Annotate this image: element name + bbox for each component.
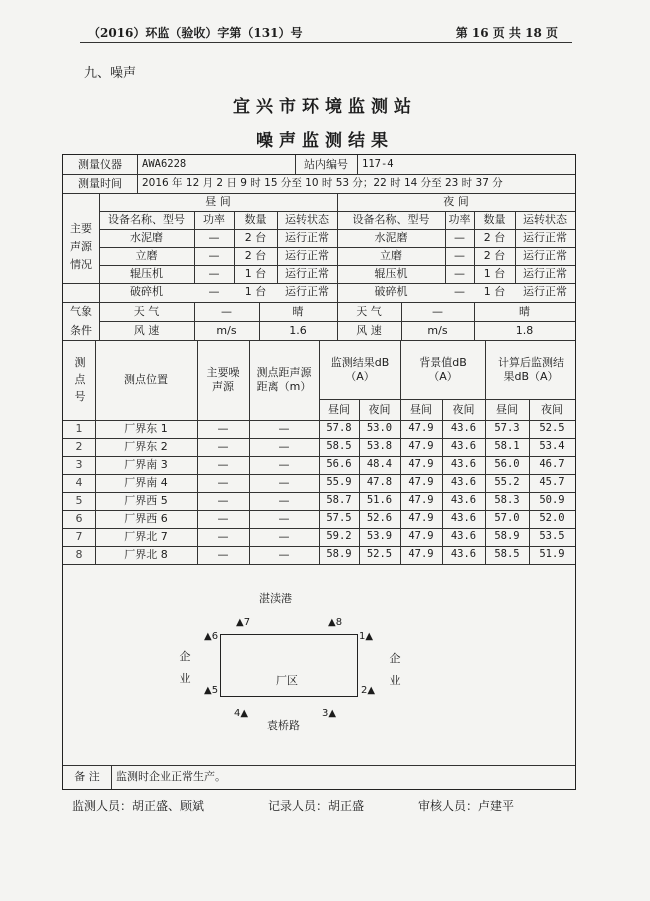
row-bd-cell: 47.9 [408,458,434,471]
sources-night-label: 夜 间 [443,195,469,209]
row-cn-cell: 51.9 [539,548,565,561]
remarks-text: 监测时企业正常生产。 [116,770,226,784]
row-md-cell: 59.2 [326,530,352,543]
row-no-cell: 1 [75,422,83,436]
monitor-night-header: 夜间 [368,402,391,416]
weather-day-name: 风 速 [133,323,160,337]
row-src-cell: — [217,512,229,526]
row-cd-cell: 58.5 [494,548,520,561]
calculated-header: 计算后监测结果dB（A） [498,355,564,383]
station-label: 站内编号 [304,157,348,171]
weather-day-unit: m/s [216,323,237,337]
sources-day-status: 运行正常 [285,285,329,299]
sources-day-name: 辊压机 [130,267,163,281]
sources-night-name: 水泥磨 [374,231,408,245]
row-mn-cell: 52.6 [366,512,393,525]
row-bn-cell: 43.6 [450,494,477,507]
row-dist-cell: — [278,494,290,508]
monitor-day-header: 昼间 [328,402,350,416]
header-rule [80,42,572,43]
weather-night-value: 1.8 [515,323,534,337]
point-5-marker: ▲5 [204,685,219,696]
row-cd-cell: 57.3 [494,422,520,435]
row-mn-cell: 51.6 [366,494,393,507]
point-8-label: 8 [335,617,343,628]
sources-night-qty: 1 台 [483,285,506,299]
row-no-cell: 8 [75,548,83,562]
row-cn-cell: 46.7 [539,458,565,471]
weather-night-unit: m/s [427,323,448,337]
north-road-label: 湛渎港 [259,592,292,605]
row-dist-cell: — [278,512,290,526]
row-bd-cell: 47.9 [408,422,434,435]
row-no-cell: 5 [75,494,83,508]
sources-night-power: — [454,267,465,281]
row-src-cell: — [217,494,229,508]
sources-night-name: 辊压机 [374,267,408,281]
sources-day-power: — [208,267,220,281]
row-pos-cell: 厂界西 6 [124,512,168,526]
sources-night-name: 破碎机 [374,285,408,299]
sources-day-qty: 2 台 [244,231,267,245]
sources-day-name: 立磨 [135,249,158,263]
sources-night-qty: 1 台 [483,267,506,281]
row-md-cell: 56.6 [326,458,352,471]
row-pos-cell: 厂界西 5 [124,494,168,508]
sources-night-power: — [454,285,465,299]
sources-night-qty: 2 台 [483,231,506,245]
row-mn-cell: 52.5 [366,548,393,561]
sources-day-name: 破碎机 [130,285,163,299]
row-bn-cell: 43.6 [450,476,477,489]
reviewer-staff: 审核人员：卢建平 [418,799,515,813]
sources-night-status: 运行正常 [523,285,567,299]
sources-day-qty: 1 台 [244,267,267,281]
east-neighbor-label: 企业 [389,652,401,687]
page-counter: 第 16 页 共 18 页 [455,26,558,40]
doc-number: （2016）环监（验收）字第（131）号 [88,26,303,40]
position-header: 测点位置 [124,373,168,387]
row-bd-cell: 47.9 [408,440,434,453]
row-src-cell: — [217,530,229,544]
row-cn-cell: 53.4 [539,440,565,453]
sources-day-status: 运行正常 [285,267,329,281]
row-src-cell: — [217,422,229,436]
row-dist-cell: — [278,476,290,490]
background-header: 背景值dB（A） [419,355,467,383]
row-bn-cell: 43.6 [450,458,477,471]
row-bd-cell: 47.9 [408,476,434,489]
row-no-cell: 6 [75,512,83,526]
row-dist-cell: — [278,422,290,436]
row-dist-cell: — [278,530,290,544]
background-night-header: 夜间 [452,402,475,416]
report-title: 宜兴市环境监测站 [233,97,417,117]
sources-day-header-status: 运转状态 [285,213,329,227]
row-dist-cell: — [278,548,290,562]
sources-day-qty: 2 台 [244,249,267,263]
point-3-marker: 3▲ [322,708,337,719]
row-cd-cell: 56.0 [494,458,520,471]
sources-day-header-qty: 数量 [244,213,267,227]
monitor-staff: 监测人员：胡正盛、顾斌 [72,799,205,813]
row-cn-cell: 45.7 [539,476,565,489]
calculated-night-header: 夜间 [541,402,563,416]
sources-night-status: 运行正常 [523,249,567,263]
instrument-value: AWA6228 [142,157,187,170]
row-src-cell: — [217,476,229,490]
point-6-label: 6 [211,631,219,642]
sources-day-header-name: 设备名称、型号 [108,213,185,227]
row-pos-cell: 厂界北 8 [124,548,168,562]
distance-header: 测点距声源距离（m） [256,366,312,393]
row-bd-cell: 47.9 [408,530,434,543]
west-neighbor-label: 企业 [179,650,191,685]
row-mn-cell: 48.4 [366,458,393,471]
row-no-cell: 2 [75,440,83,454]
station-value: 117-4 [362,157,394,170]
row-pos-cell: 厂界南 3 [124,458,168,472]
row-src-cell: — [217,440,229,454]
sources-day-header-power: 功率 [203,213,225,227]
row-bn-cell: 43.6 [450,530,477,543]
row-md-cell: 55.9 [326,476,352,489]
sources-night-header-qty: 数量 [483,213,506,227]
row-bn-cell: 43.6 [450,440,477,453]
point-6-marker: ▲6 [204,631,219,642]
calculated-day-header: 昼间 [496,402,518,416]
point-3-label: 3 [322,708,329,719]
row-cd-cell: 58.9 [494,530,520,543]
row-md-cell: 58.5 [326,440,352,453]
row-cn-cell: 52.5 [539,422,565,435]
time-value: 2016 年 12 月 2 日 9 时 15 分至 10 时 53 分；22 时 14 分至 23 时 37 分 [142,176,503,189]
sources-day-status: 运行正常 [285,231,329,245]
sources-day-qty: 1 台 [244,285,267,299]
point-4-marker: 4▲ [234,708,249,719]
weather-day-unit: — [221,304,232,318]
weather-night-name: 风 速 [356,323,382,337]
weather-day-value: 晴 [292,304,304,318]
row-cn-cell: 52.0 [539,512,565,525]
sources-day-power: — [208,285,220,299]
instrument-label: 测量仪器 [78,157,122,171]
row-mn-cell: 47.8 [366,476,393,489]
sources-day-power: — [208,231,220,245]
weather-night-name: 天 气 [356,304,382,318]
weather-night-unit: — [432,304,443,318]
sources-day-power: — [208,249,220,263]
row-md-cell: 57.5 [326,512,352,525]
point-2-label: 2 [361,685,368,696]
row-src-cell: — [217,458,229,472]
row-bd-cell: 47.9 [408,512,434,525]
row-bd-cell: 47.9 [408,494,434,507]
point-5-label: 5 [211,685,219,696]
row-mn-cell: 53.8 [366,440,393,453]
row-md-cell: 58.7 [326,494,352,507]
source-header: 主要噪声源 [206,366,240,393]
row-cd-cell: 58.3 [494,494,520,507]
row-no-cell: 7 [75,530,83,544]
sources-night-header-status: 运转状态 [523,213,567,227]
sources-day-name: 水泥磨 [130,231,163,245]
row-cn-cell: 53.5 [539,530,565,543]
sources-night-header-name: 设备名称、型号 [352,213,430,227]
row-cd-cell: 55.2 [494,476,520,489]
row-cd-cell: 57.0 [494,512,520,525]
row-src-cell: — [217,548,229,562]
row-no-cell: 3 [75,458,83,472]
row-bn-cell: 43.6 [450,422,477,435]
point-1-marker: 1▲ [359,631,374,642]
plant-area-label: 厂区 [276,674,298,687]
row-dist-cell: — [278,440,290,454]
row-pos-cell: 厂界东 2 [124,440,168,454]
row-pos-cell: 厂界南 4 [124,476,168,490]
section-heading: 九、噪声 [84,66,137,81]
sources-night-power: — [454,231,465,245]
row-mn-cell: 53.9 [366,530,393,543]
sources-night-status: 运行正常 [523,231,567,245]
point-7-label: 7 [243,617,251,628]
sources-day-label: 昼 间 [205,195,231,209]
weather-label: 气象条件 [70,305,92,337]
sources-day-status: 运行正常 [285,249,329,263]
point-8-marker: ▲8 [328,617,343,628]
recorder-staff: 记录人员：胡正盛 [268,799,365,813]
weather-day-name: 天 气 [133,304,160,318]
time-label: 测量时间 [78,176,122,190]
point-no-header: 测点号 [74,355,86,403]
row-pos-cell: 厂界东 1 [124,422,168,436]
sources-label: 主要声源情况 [70,222,92,271]
site-diagram [62,560,576,765]
south-road-label: 袁桥路 [267,719,300,732]
weather-night-value: 晴 [519,304,530,318]
row-cd-cell: 58.1 [494,440,520,453]
row-bn-cell: 43.6 [450,548,477,561]
monitor-header: 监测结果dB（A） [330,355,390,383]
sources-night-header-power: 功率 [448,213,471,227]
row-md-cell: 57.8 [326,422,352,435]
sources-night-name: 立磨 [380,249,402,263]
remarks-label: 备 注 [74,770,100,784]
weather-day-value: 1.6 [289,323,307,337]
point-4-label: 4 [234,708,241,719]
sources-night-status: 运行正常 [523,267,567,281]
row-dist-cell: — [278,458,290,472]
row-cn-cell: 50.9 [539,494,565,507]
point-1-label: 1 [359,631,366,642]
row-no-cell: 4 [75,476,83,490]
sources-night-power: — [454,249,465,263]
sources-night-qty: 2 台 [483,249,506,263]
background-day-header: 昼间 [410,402,432,416]
row-mn-cell: 53.0 [366,422,393,435]
point-7-marker: ▲7 [236,617,251,628]
row-pos-cell: 厂界北 7 [124,530,168,544]
point-2-marker: 2▲ [361,685,376,696]
row-bd-cell: 47.9 [408,548,434,561]
row-md-cell: 58.9 [326,548,352,561]
row-bn-cell: 43.6 [450,512,477,525]
report-subtitle: 噪声监测结果 [256,131,394,151]
